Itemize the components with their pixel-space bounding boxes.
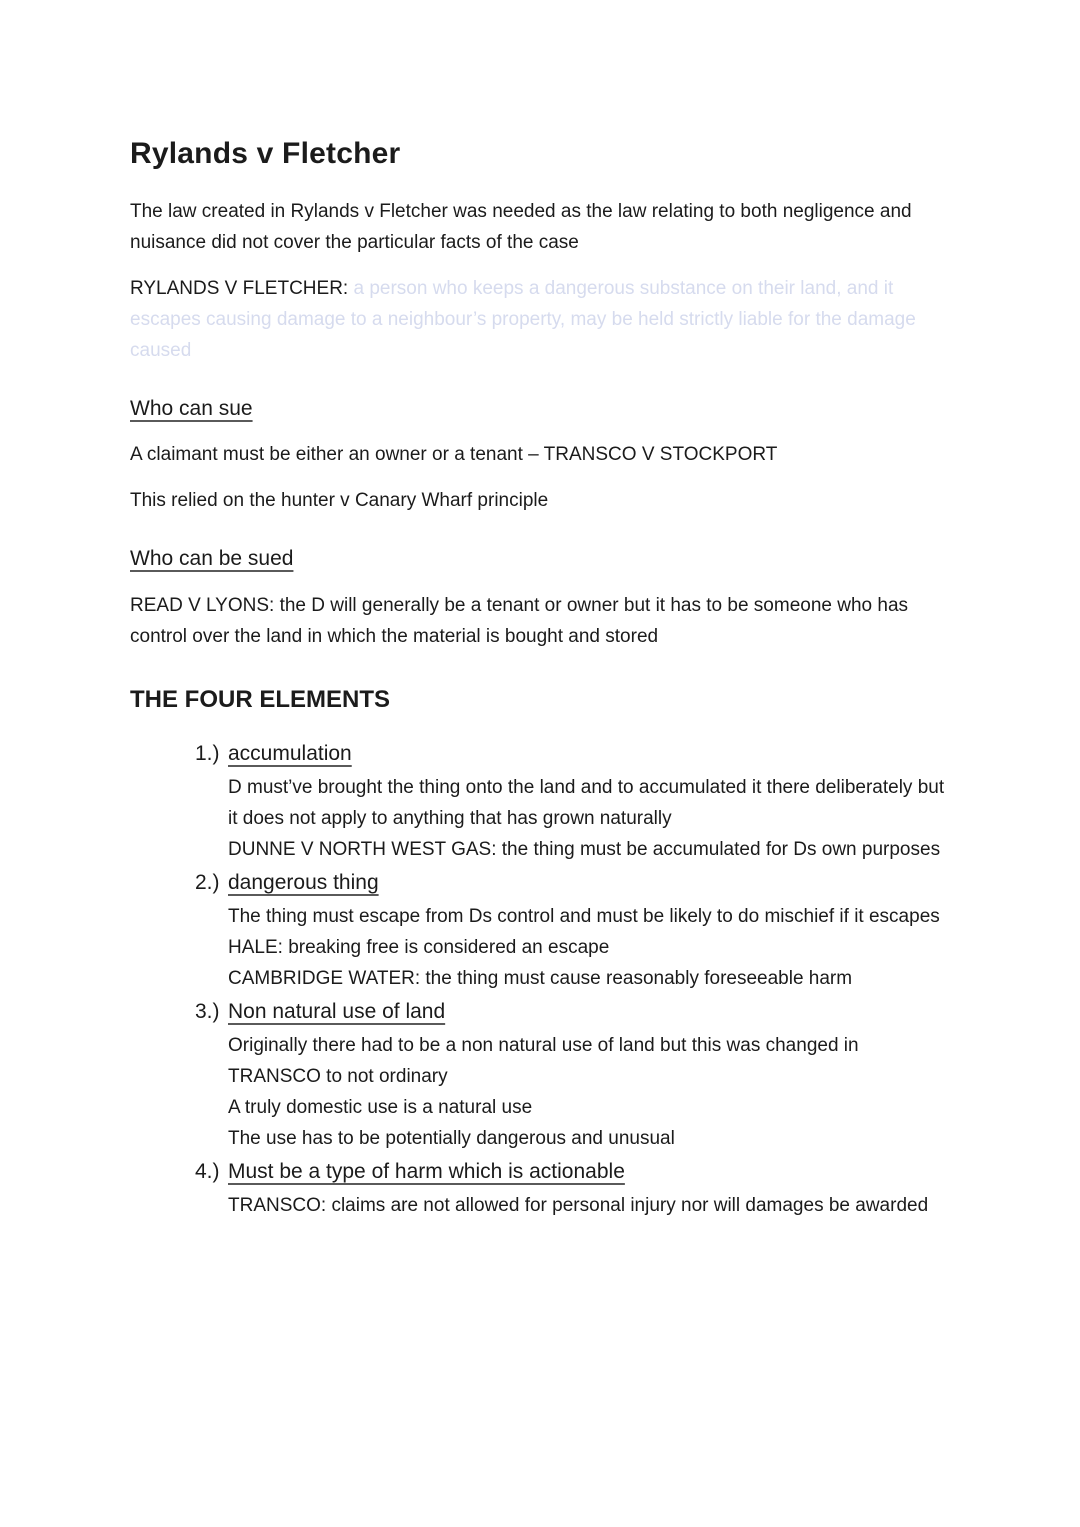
list-item-body: [130, 1190, 948, 1221]
list-item-line: Originally there had to be a non natural use of land but this was changed in TRANSCO to not ordinary: [228, 1035, 859, 1088]
list-item-heading: [130, 996, 948, 1027]
four-elements-list: [130, 738, 948, 1221]
section-heading-who-can-be-sued: [130, 546, 948, 572]
definition-highlighted-text: a person who keeps a dangerous substance on their land, and it escapes causing damage to a neighbour’s property, may be held strictly liable for the damage caused: [130, 278, 916, 361]
section-heading-who-can-sue-text: Who can sue: [130, 397, 253, 420]
intro-paragraph: The law created in Rylands v Fletcher was needed as the law relating to both negligence and nuisance did not cover the particular facts of the case: [130, 201, 912, 253]
list-item-heading: [130, 1156, 948, 1187]
list-item-label: Non natural use of land: [228, 1000, 446, 1024]
list-item-number: 1.): [195, 742, 220, 766]
list-item-body: [130, 901, 948, 994]
list-item-line: The use has to be potentially dangerous and unusual: [228, 1128, 675, 1150]
list-item-heading: [130, 738, 948, 769]
list-item-line: TRANSCO: claims are not allowed for personal injury nor will damages be awarded: [228, 1195, 929, 1217]
list-item-number: 4.): [195, 1160, 220, 1184]
definition-paragraph: [130, 273, 948, 366]
list-item-body: [130, 1030, 948, 1154]
list-item-line: A truly domestic use is a natural use: [228, 1097, 533, 1119]
list-item-line: The thing must escape from Ds control and must be likely to do mischief if it escapes: [228, 906, 940, 928]
list-item-label: accumulation: [228, 742, 352, 766]
list-item-number: 3.): [195, 1000, 220, 1024]
four-elements-heading: THE FOUR ELEMENTS: [130, 685, 391, 713]
page-title: Rylands v Fletcher: [130, 137, 401, 170]
list-item-actionable-harm: [130, 1156, 948, 1221]
list-item-line: HALE: breaking free is considered an escape: [228, 937, 610, 959]
list-item-dangerous-thing: [130, 867, 948, 994]
list-item-label: Must be a type of harm which is actionable: [228, 1160, 625, 1184]
list-item-non-natural-use: [130, 996, 948, 1154]
list-item-body: [130, 772, 948, 865]
list-item-number: 2.): [195, 871, 220, 895]
list-item-label: dangerous thing: [228, 871, 379, 895]
paragraph-hunter-principle: This relied on the hunter v Canary Wharf principle: [130, 490, 549, 512]
list-item-line: D must’ve brought the thing onto the land and to accumulated it there deliberately but it does not apply to anything that has grown naturally: [228, 777, 945, 830]
list-item-heading: [130, 867, 948, 898]
definition-label: RYLANDS V FLETCHER:: [130, 278, 349, 299]
list-item-line: DUNNE V NORTH WEST GAS: the thing must be accumulated for Ds own purposes: [228, 839, 941, 861]
list-item-line: CAMBRIDGE WATER: the thing must cause reasonably foreseeable harm: [228, 968, 853, 990]
list-item-accumulation: [130, 738, 948, 865]
section-heading-who-can-sue: [130, 396, 948, 422]
section-heading-who-can-be-sued-text: Who can be sued: [130, 547, 294, 571]
paragraph-claimant: A claimant must be either an owner or a tenant – TRANSCO V STOCKPORT: [130, 444, 778, 466]
paragraph-read-v-lyons: READ V LYONS: the D will generally be a tenant or owner but it has to be someone who has control over the land in which the material is bought and stored: [130, 594, 909, 647]
